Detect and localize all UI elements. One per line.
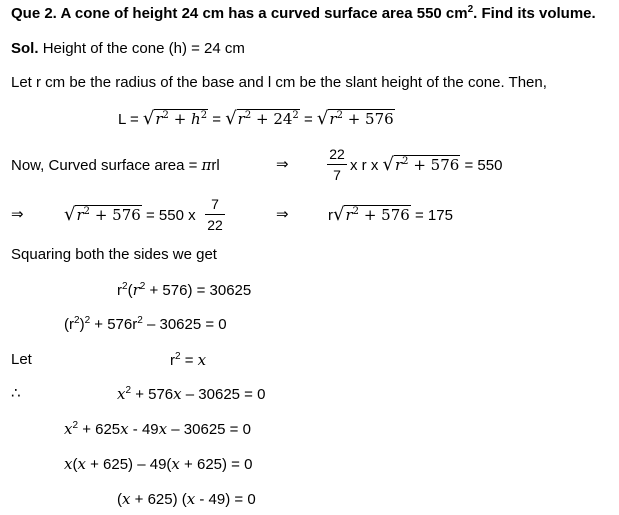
sqrt-r2-576-c: $√r^2 + 576$ [64, 204, 141, 225]
line6b-plus576: + 576 [363, 206, 410, 224]
sq1-sup: 2 [122, 281, 128, 292]
sq2-b: ) [79, 316, 85, 333]
q-tail: + 576 [131, 386, 174, 403]
f-c: - 49) = 0 [195, 491, 256, 508]
implies-arrow-1: ⇒ [276, 156, 289, 173]
csa-r: r [394, 156, 403, 174]
s-sup: 2 [72, 420, 79, 431]
g-b: + 625) – 49( [85, 456, 172, 473]
question-end: . Find its volume. [473, 5, 596, 22]
height-text: Height of the cone (h) = 24 cm [42, 40, 245, 57]
csa-rhs [350, 155, 502, 176]
eq1-r1: r [155, 110, 163, 128]
subst-x: x [197, 351, 207, 369]
expanded-equation [64, 315, 227, 335]
csa-rhs-end: = 550 [464, 157, 503, 174]
eq1-sup2: 2 [200, 110, 208, 121]
eq1-h1: h [191, 110, 201, 128]
fraction-22-7-num: 22 [329, 146, 345, 162]
question-text: A cone of height 24 cm has a curved surface area 550 cm [60, 5, 468, 22]
fraction-7-22 [205, 196, 225, 233]
eq1-24: 24 [273, 110, 293, 128]
sq2-sup2: 2 [84, 315, 91, 326]
implies-arrow-3: ⇒ [276, 206, 289, 223]
factored-equation [117, 489, 256, 510]
question-label: Que 2. [11, 5, 57, 22]
squared-equation [117, 280, 251, 301]
squaring-text: Squaring both the sides we get [11, 246, 217, 263]
f-a: ( [117, 491, 122, 508]
split-middle-term [64, 419, 251, 440]
line6-r: r [76, 206, 84, 224]
eq1-r2: r [237, 110, 245, 128]
sq1-sup2: 2 [139, 281, 146, 292]
eq1-lhs: L = [118, 111, 143, 128]
csa-rhs-text: x r x [350, 157, 383, 174]
line6b-sup: 2 [352, 206, 360, 217]
line6-r-coef: r [328, 207, 333, 224]
q-end: – 30625 = 0 [181, 386, 266, 403]
eq1-sup1: 2 [162, 110, 169, 121]
g-a: ( [72, 456, 78, 473]
r-sqrt-equation [328, 205, 453, 226]
sq1-r: r [117, 282, 122, 299]
sq2-sup3: 2 [137, 315, 143, 326]
sq1-plus576: + 576 [149, 282, 188, 299]
solution-label: Sol. [11, 40, 39, 57]
sq1-open: ( [127, 282, 133, 299]
fraction-7-22-den: 22 [207, 217, 223, 233]
question-sup: 2 [467, 4, 474, 15]
sqrt-r2-576-b: $√r^2 + 576$ [382, 154, 460, 175]
line6-mid: = 550 x [145, 207, 196, 224]
sqrt-r2-576: $√r^2 + 576$ [316, 108, 394, 129]
csa-plus576: + 576 [413, 156, 460, 174]
sq2-sup1: 2 [74, 315, 80, 326]
substitution [170, 350, 206, 371]
therefore-symbol: ∴ [11, 385, 21, 402]
s-x1: x [64, 420, 73, 438]
fraction-22-7-den: 7 [333, 167, 341, 183]
sq1-r2: r [132, 281, 140, 299]
eq1-sup4: 2 [292, 110, 299, 121]
solution-height-line [11, 39, 245, 59]
line6-rhs: = 175 [414, 207, 453, 224]
eq1-r3: r [329, 110, 337, 128]
slant-height-equation: $L = √r^2 + h^2 = √r^2 + 24^2 = √r^2 + 576$ [118, 108, 394, 129]
s-a: + 625 [78, 421, 121, 438]
sqrt-r2-h2: $√r^2 + h^2$ [142, 108, 208, 129]
fraction-22-7 [327, 146, 347, 183]
csa-sup: 2 [402, 156, 409, 167]
subst-r: r [170, 352, 175, 369]
q-x1: x [117, 385, 126, 403]
g-x2: x [77, 455, 86, 473]
sq2-c: + 576r [90, 316, 138, 333]
quadratic-equation [117, 384, 265, 405]
implies-arrow-2: ⇒ [11, 206, 24, 223]
csa-line [11, 155, 220, 176]
sqrt-r2-576-d: $√r^2 + 576$ [333, 204, 410, 225]
question-heading [11, 4, 596, 24]
line6b-r: r [345, 206, 353, 224]
g-x3: x [171, 455, 180, 473]
let-label: Let [11, 351, 32, 368]
let-radius-line: Let r cm be the radius of the base and l cm be the slant height of the cone. Then, [11, 74, 547, 91]
fraction-7-22-num: 7 [211, 196, 219, 212]
sqrt-equation [64, 205, 196, 226]
grouping-equation [64, 454, 252, 475]
subst-sup: 2 [175, 351, 181, 362]
csa-text: Now, Curved surface area = [11, 157, 202, 174]
f-b: + 625) ( [130, 491, 187, 508]
eq1-plus576: + 576 [347, 110, 394, 128]
rl-text: rl [211, 157, 220, 174]
eq1-sup3: 2 [244, 110, 252, 121]
line6-sup: 2 [83, 206, 91, 217]
subst-eq: = [180, 352, 198, 369]
f-x1: x [122, 490, 131, 508]
s-x3: x [158, 420, 168, 438]
sqrt-r2-24sq: $√r^2 + 24^2$ [225, 108, 299, 129]
q-sup: 2 [125, 385, 132, 396]
g-x1: x [64, 455, 73, 473]
sq2-a: (r [64, 316, 74, 333]
s-x2: x [120, 420, 129, 438]
s-c: – 30625 = 0 [167, 421, 251, 438]
f-x2: x [186, 490, 196, 508]
q-x2: x [173, 385, 182, 403]
sq2-d: – 30625 = 0 [142, 316, 227, 333]
pi-symbol: π [201, 156, 212, 174]
sq1-post: ) = 30625 [187, 282, 252, 299]
s-b: - 49 [128, 421, 159, 438]
line6-plus576: + 576 [94, 206, 141, 224]
eq1-sup5: 2 [336, 110, 343, 121]
g-c: + 625) = 0 [179, 456, 253, 473]
